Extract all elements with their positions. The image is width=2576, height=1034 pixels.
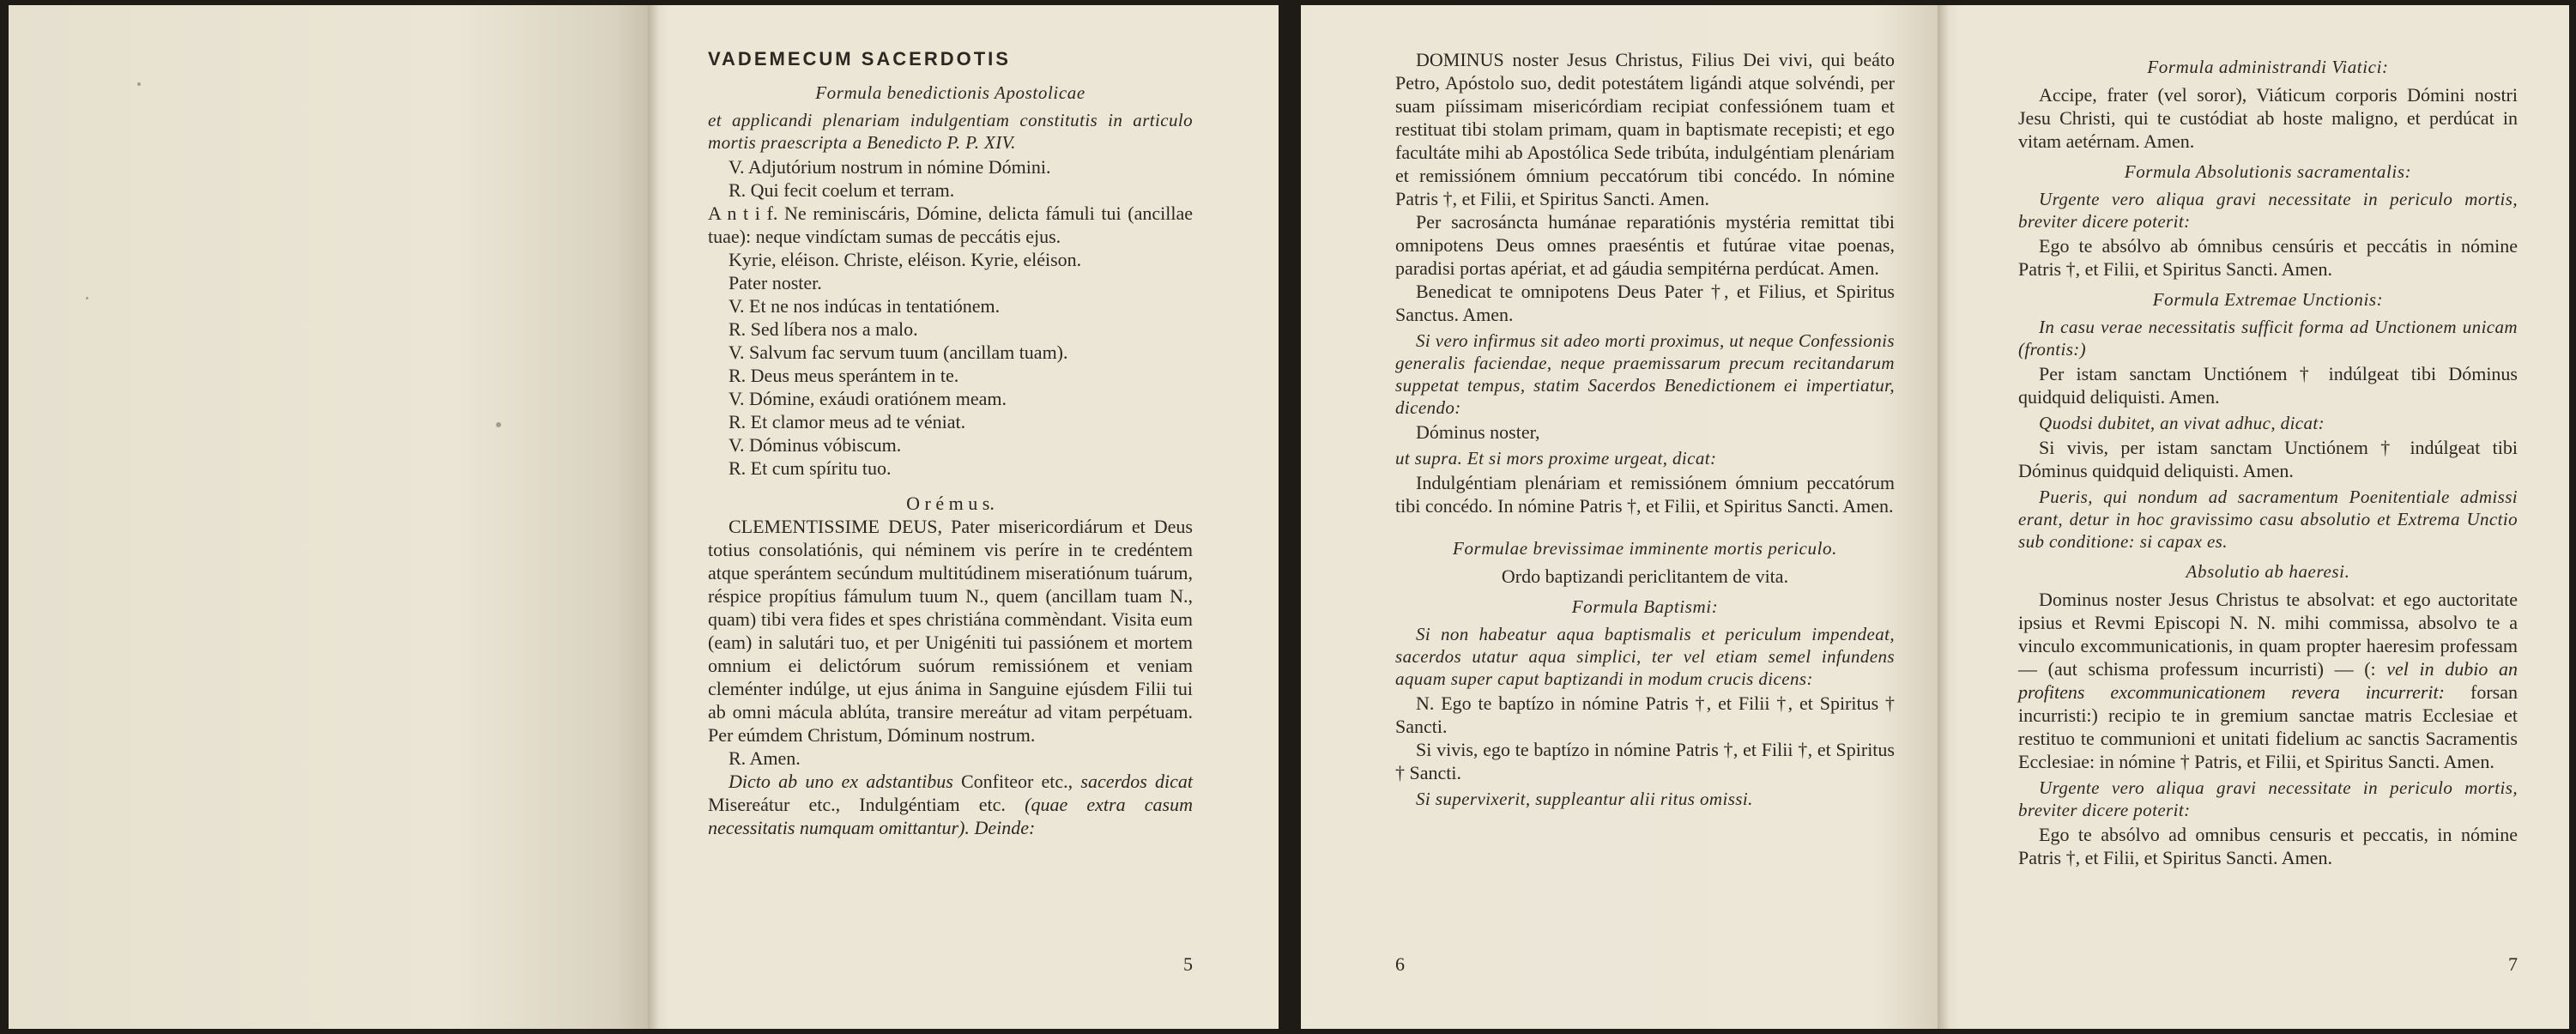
heresy-absolution xyxy=(2018,588,2518,773)
rubric: Urgente vero aliqua gravi necessitate in periculo mortis, breviter dicere poterit: xyxy=(2018,189,2518,232)
rubric: Quodsi dubitet, an vivat adhuc, dicat: xyxy=(2039,413,2325,433)
versicle: V. Dóminus vóbiscum. xyxy=(729,434,902,456)
conditional-unction: Si vivis, per istam sanctam Unctiónem † indúlgeat tibi Dóminus quidquid deliquisti. Amen. xyxy=(2018,437,2518,481)
rubric: Urgente vero aliqua gravi necessitate in periculo mortis, breviter dicere poterit: xyxy=(2018,777,2518,820)
absolution-paragraph: DOMINUS noster Jesus Christus, Filius Dei vivi, qui beáto Petro, Apóstolo suo, dedit potestátem ligándi atque solvéndi, per suam piíssimam misericórdiam recipiat confessiónem tuam et restituat tibi stolam primam, quam in baptismate recepisti; et ego facultáte mihi ab Apostólica Sede tribúta, indulgéntiam plenáriam et remissiónem ómnium peccatórum tibi concédo. In nómine Patris †, et Filii, et Spiritus Sancti. Amen. xyxy=(1395,49,1895,209)
rubric: Si supervixerit, suppleantur alii ritus omissi. xyxy=(1416,789,1753,809)
section-heading: Formula administrandi Viatici: xyxy=(2147,57,2389,77)
benedicat-paragraph: Benedicat te omnipotens Deus Pater †, et Filius, et Spiritus Sanctus. Amen. xyxy=(1395,281,1895,325)
running-head: VADEMECUM SACERDOTIS xyxy=(708,48,1011,70)
response: R. Qui fecit coelum et terram. xyxy=(729,179,955,201)
section-heading: Formula Absolutionis sacramentalis: xyxy=(2124,161,2412,182)
antiphon: A n t i f. Ne reminiscáris, Dómine, delicta fámuli tui (ancillae tuae): neque vindíctam sumas de peccátis ejus. xyxy=(708,203,1193,247)
page-number: 6 xyxy=(1395,953,1405,975)
ordo-title: Ordo baptizandi periclitantem de vita. xyxy=(1501,565,1789,587)
kyrie: Kyrie, eléison. Christe, eléison. Kyrie, eléison. xyxy=(729,249,1082,270)
versicle: V. Et ne nos indúcas in tentatiónem. xyxy=(729,295,1001,317)
response: R. Deus meus sperántem in te. xyxy=(729,365,959,386)
speck xyxy=(86,297,88,299)
rubric-text: sacerdos dicat xyxy=(1080,771,1194,792)
rubric-dicto xyxy=(708,770,1193,839)
conditional-baptism: Si vivis, ego te baptízo in nómine Patris †, et Filii †, et Spiritus † Sancti. xyxy=(1395,739,1895,783)
versicle: V. Salvum fac servum tuum (ancillam tuam). xyxy=(729,342,1068,363)
absolution-formula: Ego te absólvo ad omnibus censuris et peccatis, in nómine Patris †, et Filii, et Spiritus Sancti. Amen. xyxy=(2018,824,2518,868)
amen: R. Amen. xyxy=(729,747,801,769)
page-number: 5 xyxy=(1183,953,1193,975)
section-heading: Formula Extremae Unctionis: xyxy=(2152,289,2384,310)
indulgentiam-paragraph: Indulgéntiam plenáriam et remissiónem ómnium peccatórum tibi concédo. In nómine Patris †, et Filii, et Spiritus Sancti. Amen. xyxy=(1395,472,1895,517)
right-spread xyxy=(1301,5,2569,1029)
pater-noster: Pater noster. xyxy=(729,272,822,293)
left-spread xyxy=(9,5,1279,1029)
response: R. Et cum spíritu tuo. xyxy=(729,457,892,479)
mysteria-paragraph: Per sacrosáncta humánae reparatiónis mystéria remittat tibi omnipotens Deus omnes praeséntis et futúrae vitae poenas, paradisi portas apériat, et ad gáudia sempitérna perdúcat. Amen. xyxy=(1395,211,1895,279)
versicle: V. Dómine, exáudi oratiónem meam. xyxy=(729,388,1007,409)
dominus-noster: Dóminus noster, xyxy=(1416,421,1540,443)
section-heading: Formula benedictionis Apostolicae xyxy=(815,82,1085,103)
rubric-text: (quae extra casum necessitatis numquam omittantur). xyxy=(708,794,1193,838)
rubric: Pueris, qui nondum ad sacramentum Poenitentiale admissi erant, detur in hoc gravissimo casu absolutio et Extrema Unctio sub conditione: si capax es. xyxy=(2018,487,2518,552)
misereatur: Misereátur etc., Indulgéntiam etc. xyxy=(708,794,1006,815)
rubric: Si vero infirmus sit adeo morti proximus, ut neque Confessionis generalis faciendae, neque praemissarum precum recitandarum suppetat tempus, statim Sacerdos Benedictionem ei impertiatur, dicendo: xyxy=(1395,330,1895,418)
versicle: V. Adjutórium nostrum in nómine Dómini. xyxy=(729,156,1051,178)
viaticum-formula: Accipe, frater (vel soror), Viáticum corporis Dómini nostri Jesu Christi, qui te custódiat ab hoste maligno, et perdúcat in vitam aetérnam. Amen. xyxy=(2018,84,2518,152)
speck xyxy=(137,82,141,86)
gutter xyxy=(1938,5,1958,1029)
rubric-text: Dicto ab uno ex adstantibus xyxy=(729,771,953,792)
page-5 xyxy=(668,5,1279,1029)
page-number: 7 xyxy=(2508,953,2518,975)
absolution-formula: Ego te absólvo ab ómnibus censúris et peccátis in nómine Patris †, et Filii, et Spiritus Sancti. Amen. xyxy=(2018,235,2518,280)
heresy-text: forsan incurristi:) recipio te in gremium sanctae matris Ecclesiae et restituo te communioni et unitati fidelium ac sanctis Sacramentis Ecclesiae: in nómine † Patris, et Filii, et Spiritus Sancti. Amen. xyxy=(2018,681,2518,772)
confiteor: Confiteor etc., xyxy=(960,771,1073,792)
deinde: Deinde: xyxy=(974,817,1036,838)
rubric: In casu verae necessitatis sufficit forma ad Unctionem unicam (frontis:) xyxy=(2018,317,2518,360)
rubric: ut supra. Et si mors proxime urgeat, dicat: xyxy=(1395,448,1717,469)
heresy-rubric: vel in dubio an profitens excommunicationem revera incurrerit: xyxy=(2018,658,2518,703)
gutter xyxy=(648,5,668,1029)
response: R. Sed líbera nos a malo. xyxy=(729,318,918,340)
response: R. Et clamor meus ad te véniat. xyxy=(729,411,966,432)
section-heading: Formula Baptismi: xyxy=(1571,596,1719,617)
rubric: Si non habeatur aqua baptismalis et periculum impendeat, sacerdos utatur aqua simplici, ter vel etiam semel infundens aquam super caput baptizandi in modum crucis dicens: xyxy=(1395,624,1895,689)
section-heading: Absolutio ab haeresi. xyxy=(2186,561,2350,582)
section-subheading: et applicandi plenariam indulgentiam constitutis in articulo mortis praescripta a Benedicto P. P. XIV. xyxy=(708,110,1193,153)
unction-formula: Per istam sanctam Unctiónem † indúlgeat tibi Dóminus quidquid deliquisti. Amen. xyxy=(2018,363,2518,408)
page-6 xyxy=(1301,5,1938,1029)
section-heading: Formulae brevissimae imminente mortis periculo. xyxy=(1453,538,1837,559)
speck xyxy=(496,422,501,427)
baptism-formula: N. Ego te baptízo in nómine Patris †, et Filii †, et Spiritus † Sancti. xyxy=(1395,692,1895,737)
page-7 xyxy=(1958,5,2569,1029)
heresy-text: Dominus noster Jesus Christus te absolvat: et ego auctoritate ipsius et Revmi Episcopi N. N. mihi commissa, absolvo te a vinculo excommunicationis, in quam propter haeresim professam — (aut schisma professum incurristi) — (: xyxy=(2018,589,2518,680)
oremus: O r é m u s. xyxy=(906,493,995,514)
blank-page xyxy=(9,5,648,1029)
prayer: CLEMENTISSIME DEUS, Pater misericordiárum et Deus totius consolatiónis, qui néminem vis períre in te credéntem atque sperántem secúndum multitúdinem miseratiónum tuárum, réspice propítius fámulum tuum N., quem (ancillam tuam N., quam) tibi vera fides et spes christiána commèndant. Visita eum (eam) in salutári tuo, et per Unigéniti tui passiónem et mortem omnium ei delictórum suórum remissiónem et veniam cleménter indúlge, ut ejus ánima in Sanguine ejúsdem Filii tui ab omni mácula ablúta, transire mereátur ad vitam perpétuam. Per eúmdem Christum, Dóminum nostrum. xyxy=(708,516,1193,746)
